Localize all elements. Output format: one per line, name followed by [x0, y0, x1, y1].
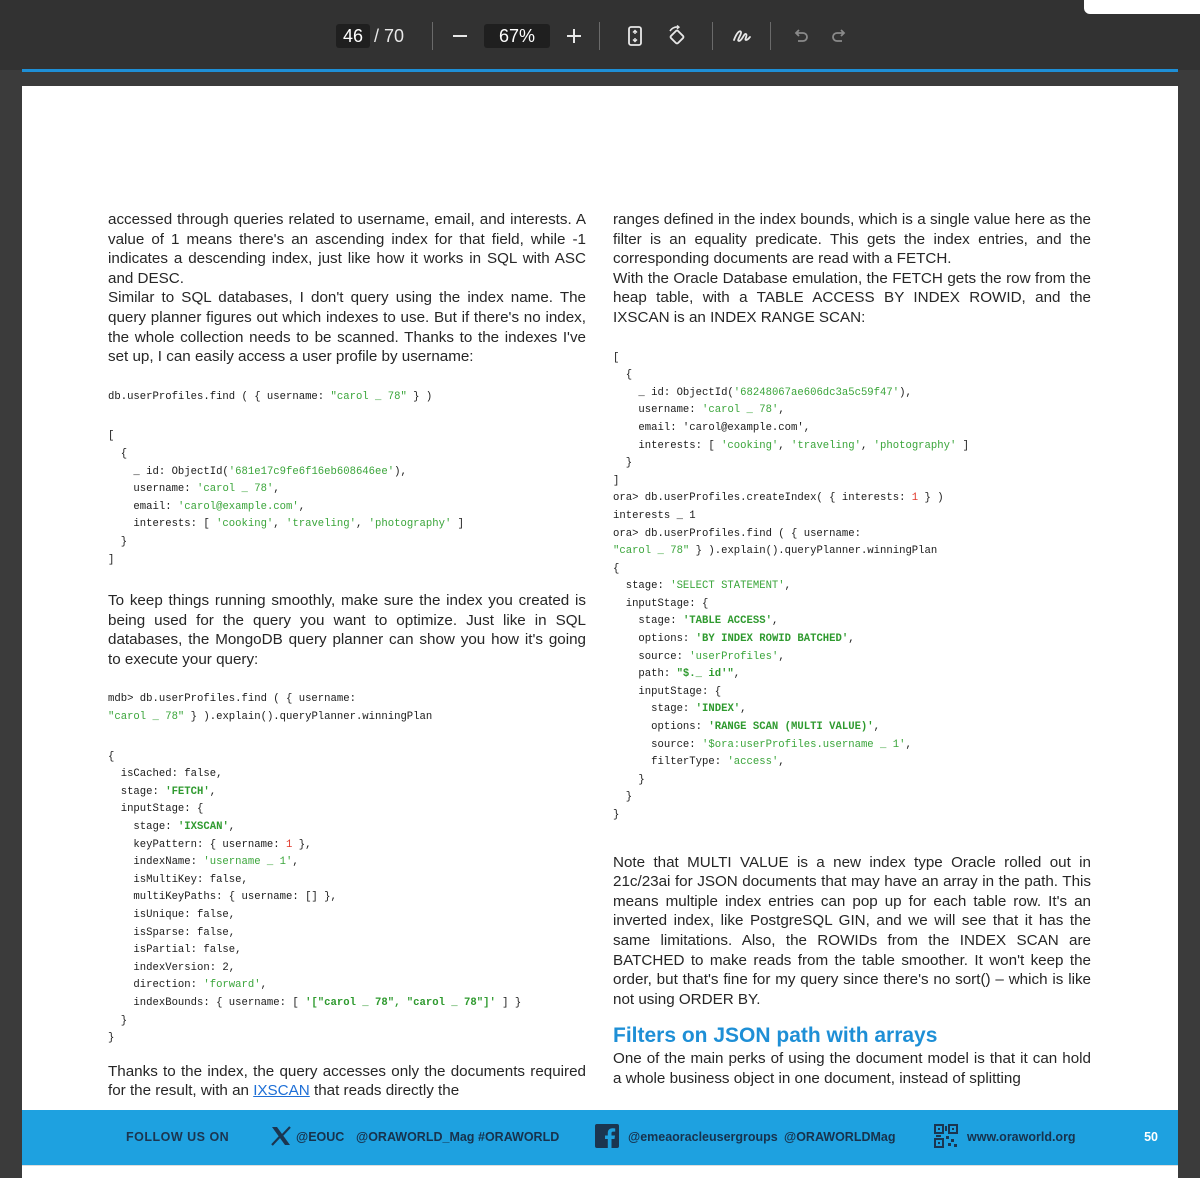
toolbar-divider — [599, 22, 600, 50]
website-link[interactable]: www.oraworld.org — [967, 1130, 1076, 1144]
zoom-out-button[interactable] — [446, 22, 474, 50]
x-mag-handle[interactable]: @ORAWORLD_Mag — [356, 1130, 475, 1144]
draw-icon — [731, 25, 753, 47]
next-page-edge — [22, 1165, 1178, 1178]
right-column — [613, 210, 1091, 1089]
code-block: [ { _ id: ObjectId('68248067ae606dc3a5c59f47'), username: 'carol _ 78', email: 'carol@example.com', interests: [ 'cooking', 'traveling', 'photography' ] } ] ora> db.userProfiles.createIndex( { interests: 1 } ) interests _ 1 ora> db.userProfiles.find ( { username: "carol _ 78" } ).explain().queryPlanner.winningPlan { stage: 'SELECT STATEMENT', inputStage: { stage: 'TABLE ACCESS', options: 'BY INDEX ROWID BATCHED', source: 'userProfiles', path: "$._ id'", inputStage: { stage: 'INDEX', options: 'RANGE SCAN (MULTI VALUE)', source: '$ora:userProfiles.username _ 1', filterType: 'access', } } } — [613, 351, 970, 821]
window-tab — [1084, 0, 1200, 14]
section-heading: Filters on JSON path with arrays — [613, 1024, 938, 1048]
x-logo-icon[interactable] — [269, 1124, 293, 1148]
toolbar-accent-line — [22, 69, 1178, 72]
pdf-page — [22, 86, 1178, 1178]
facebook-handle[interactable]: @emeaoracleusergroups — [628, 1130, 778, 1144]
page-number-input[interactable]: 46 — [336, 24, 370, 48]
facebook-icon[interactable] — [595, 1124, 619, 1148]
x-handle[interactable]: @EOUC — [296, 1130, 345, 1144]
ixscan-link[interactable]: IXSCAN — [253, 1082, 310, 1100]
redo-button[interactable] — [826, 22, 854, 50]
undo-button[interactable] — [786, 22, 814, 50]
paragraph: One of the main perks of using the document model is that it can hold a whole business object in one document, instead of splitting — [613, 1050, 1091, 1087]
paragraph: Note that MULTI VALUE is a new index type Oracle rolled out in 21c/23ai for JSON documents that may have an array in the path. This means multiple index entries can pop up for each table row. It's an inverted index, like PostgreSQL GIN, and we will see that it has the same limitations. Also, the ROWIDs from the INDEX SCAN are BATCHED to make reads from the table smoother. It won't keep the order, but that's fine for my query since there's no sort() – which is like not using ORDER BY. — [613, 853, 1091, 1008]
follow-us-label: FOLLOW US ON — [126, 1130, 230, 1144]
fit-page-button[interactable] — [621, 22, 649, 50]
zoom-in-button[interactable] — [560, 22, 588, 50]
left-column — [108, 210, 586, 1101]
rotate-icon — [666, 25, 688, 47]
toolbar-divider — [432, 22, 433, 50]
paragraph: Thanks to the index, the query accesses only the documents required for the result, with an IXSCAN that reads directly the — [108, 1062, 586, 1100]
paragraph: ranges defined in the index bounds, which is a single value here as the filter is an equality predicate. This gets the index entries, and the corresponding documents are read with a FETCH. — [613, 211, 1091, 268]
redo-icon — [829, 25, 851, 47]
draw-button[interactable] — [728, 22, 756, 50]
pdf-toolbar — [0, 0, 1200, 70]
plus-icon — [563, 25, 585, 47]
paragraph: To keep things running smoothly, make sure the index you created is being used for the query you want to optimize. Just like in SQL databases, the MongoDB query planner can show you how it's going to execute your query: — [108, 592, 586, 668]
fit-page-icon — [624, 25, 646, 47]
hashtag: #ORAWORLD — [478, 1130, 560, 1144]
qr-code-icon — [934, 1124, 958, 1148]
toolbar-divider — [770, 22, 771, 50]
code-block: mdb> db.userProfiles.find ( { username: "carol _ 78" } ).explain().queryPlanner.winningPlan — [108, 693, 433, 724]
paragraph: Similar to SQL databases, I don't query using the index name. The query planner figures out which indexes to use. But if there's no index, the whole collection needs to be scanned. Thanks to the indexes I've set up, I can easily access a user profile by username: — [108, 289, 586, 366]
code-block: [ { _ id: ObjectId('681e17c9fe6f16eb608646ee'), username: 'carol _ 78', email: 'carol@example.com', interests: [ 'cooking', 'traveling', 'photography' ] } ] — [108, 430, 465, 566]
code-block: { isCached: false, stage: 'FETCH', inputStage: { stage: 'IXSCAN', keyPattern: { username: 1 }, indexName: 'username _ 1', isMultiKey: false, multiKeyPaths: { username: [] }, isUnique: false, isSparse: false, isPartial: false, indexVersion: 2, direction: 'forward', indexBounds: { username: [ '["carol _ 78", "carol _ 78"]' ] } } } — [108, 750, 522, 1045]
paragraph: With the Oracle Database emulation, the FETCH gets the row from the heap table, with a TABLE ACCESS BY INDEX ROWID, and the IXSCAN is an INDEX RANGE SCAN: — [613, 269, 1091, 326]
minus-icon — [449, 25, 471, 47]
page-number: 50 — [1144, 1130, 1158, 1144]
toolbar-divider — [712, 22, 713, 50]
undo-icon — [789, 25, 811, 47]
zoom-level-input[interactable]: 67% — [484, 24, 550, 48]
page-total: / 70 — [374, 26, 405, 46]
page-footer — [22, 1110, 1178, 1165]
paragraph: accessed through queries related to username, email, and interests. A value of 1 means there's an ascending index for that field, while -1 indicates a descending index, just like how it works in SQL with ASC and DESC. — [108, 211, 586, 287]
rotate-button[interactable] — [663, 22, 691, 50]
facebook-mag-handle[interactable]: @ORAWORLDMag — [784, 1130, 896, 1144]
code-block: db.userProfiles.find ( { username: "carol _ 78" } ) — [108, 390, 433, 403]
